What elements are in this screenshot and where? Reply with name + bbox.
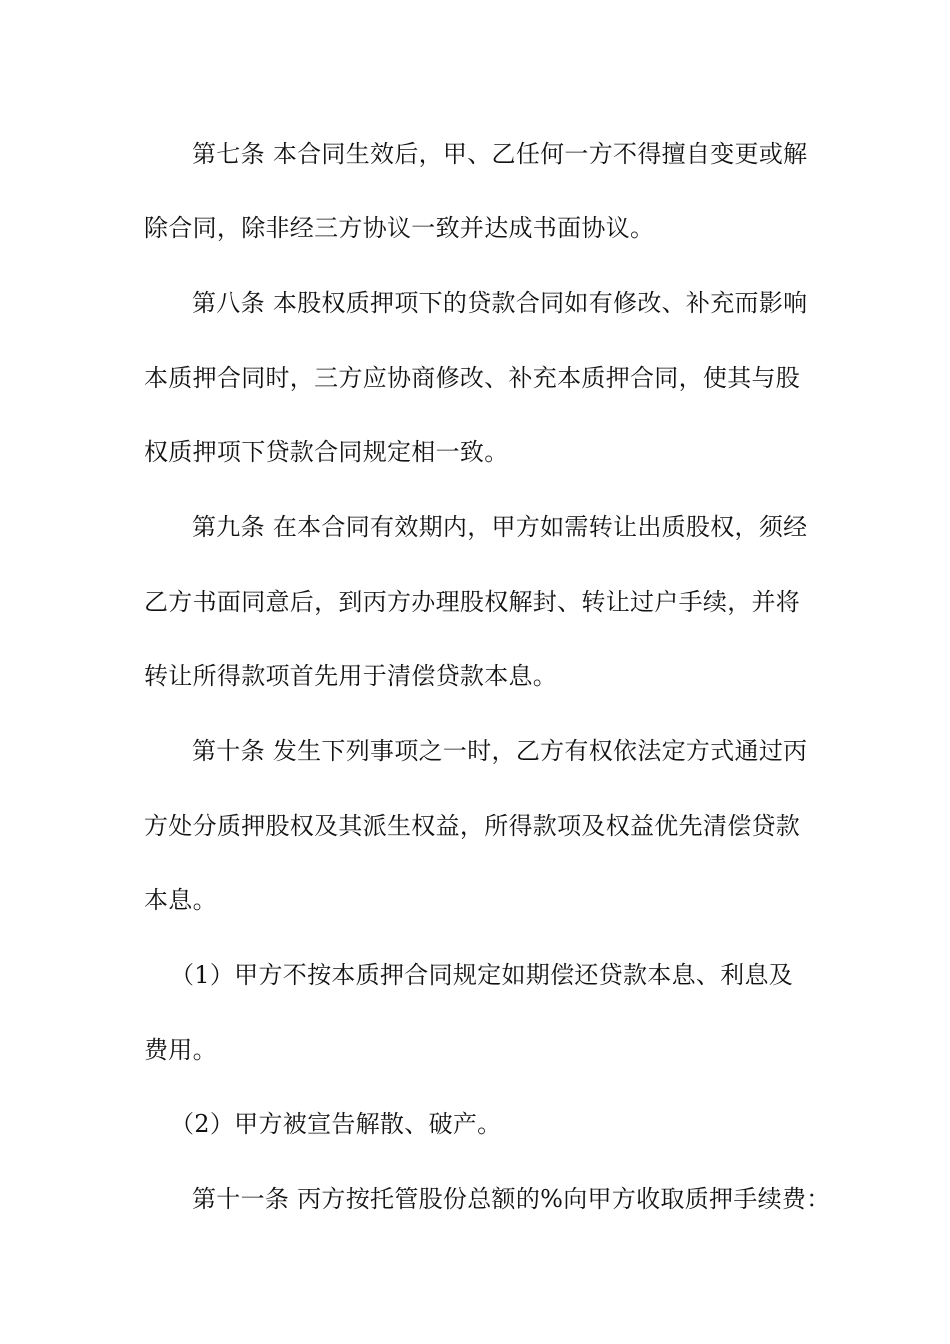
article-8-line-3: 权质押项下贷款合同规定相一致。: [144, 438, 509, 466]
article-9-line-1: 第九条 在本合同有效期内，甲方如需转让出质股权，须经: [192, 513, 808, 541]
article-7-line-2: 除合同，除非经三方协议一致并达成书面协议。: [144, 214, 655, 242]
article-10-line-3: 本息。: [144, 886, 217, 914]
article-7-line-1: 第七条 本合同生效后，甲、乙任何一方不得擅自变更或解: [192, 140, 808, 168]
item-2-line-1: （2）甲方被宣告解散、破产。: [170, 1110, 502, 1138]
article-10-line-2: 方处分质押股权及其派生权益，所得款项及权益优先清偿贷款: [144, 812, 801, 840]
article-8-line-1: 第八条 本股权质押项下的贷款合同如有修改、补充而影响: [192, 289, 808, 317]
article-8-line-2: 本质押合同时，三方应协商修改、补充本质押合同，使其与股: [144, 364, 801, 392]
item-1-line-2: 费用。: [144, 1036, 217, 1064]
article-11-line-1: 第十一条 丙方按托管股份总额的%向甲方收取质押手续费：: [192, 1185, 831, 1213]
article-10-line-1: 第十条 发生下列事项之一时，乙方有权依法定方式通过丙: [192, 737, 808, 765]
item-1-line-1: （1）甲方不按本质押合同规定如期偿还贷款本息、利息及: [170, 961, 794, 989]
article-9-line-3: 转让所得款项首先用于清偿贷款本息。: [144, 662, 558, 690]
article-9-line-2: 乙方书面同意后，到丙方办理股权解封、转让过户手续，并将: [144, 588, 801, 616]
